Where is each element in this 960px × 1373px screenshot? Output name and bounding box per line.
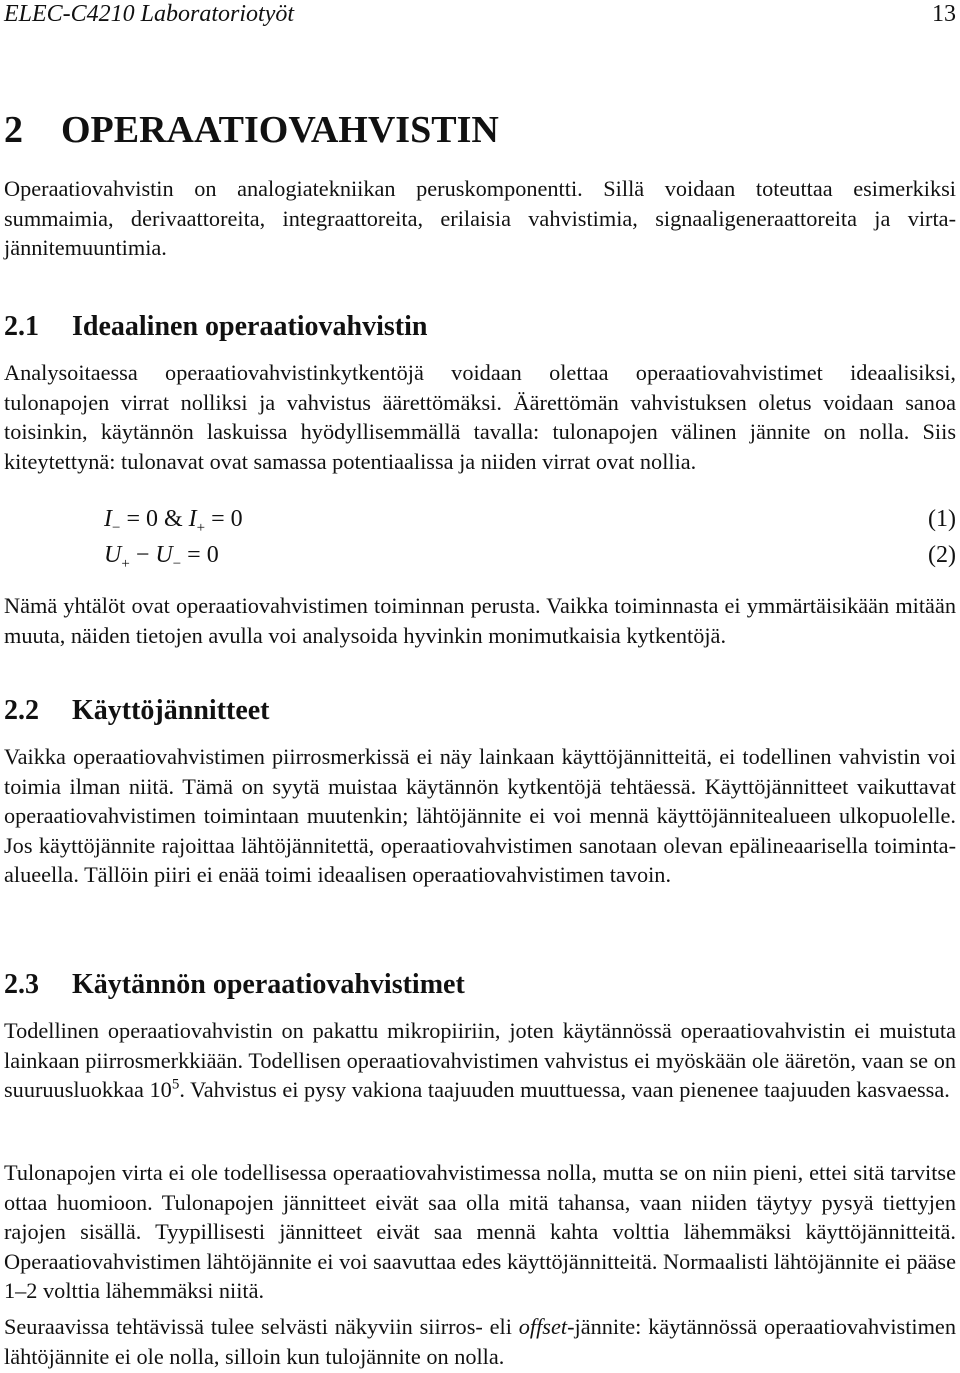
section-title: OPERAATIOVAHVISTIN: [61, 109, 499, 151]
paragraph-equations-basis: Nämä yhtälöt ovat operaatiovahvistimen toiminnan perusta. Vaikka toiminnasta ei ymmärtäisikään mitään muuta, näiden tietojen avulla voi analysoida hyvinkin monimutkaisia kytkentöjä.: [4, 593, 956, 648]
paragraph-input-currents: Tulonapojen virta ei ole todellisessa operaatiovahvistimessa nolla, mutta se on niin pieni, ettei sitä tarvitse ottaa huomioon. Tulonapojen jännitteet eivät saa olla mitä tahansa, vaan niiden täytyy pysyä tiettyjen rajojen sisällä. Tyypillisesti jännitteet eivät saa mennä kahta volttia lähemmäksi käyttöjännitteitä. Operaatiovahvistimen lähtöjännite ei voi saavuttaa edes käyttöjännitteitä. Normaalisti lähtöjännite ei pääse 1–2 volttia lähemmäksi niitä.: [4, 1160, 956, 1304]
intro-paragraph: Operaatiovahvistin on analogiatekniikan peruskomponentti. Sillä voidaan toteuttaa esimerkiksi summaimia, derivaattoreita, integraattoreita, erilaisia vahvistimia, signaaligeneraattoreita ja virta-jännitemuuntimia.: [4, 176, 956, 261]
subsection-number: 2.2: [4, 695, 39, 726]
subsection-title: Ideaalinen operaatiovahvistin: [72, 311, 428, 342]
equation-2-math: $U_+ - U_- = 0$: [104, 542, 219, 572]
section-heading: [4, 108, 499, 152]
equation-1: [4, 504, 956, 534]
subsection-title: Käyttöjännitteet: [72, 695, 270, 726]
page-number: 13: [932, 1, 956, 27]
paragraph-supply-voltages: Vaikka operaatiovahvistimen piirrosmerkissä ei näy lainkaan käyttöjännitteitä, ei todellinen vahvistin voi toimia ilman niitä. Tämä on syytä muistaa käytännön kytkentöjä tehtäessä. Käyttöjännitteet vaikuttavat operaatiovahvistimen toimintaan muutenkin; lähtöjännite ei voi mennä käyttöjännitealueen ulkopuolelle. Jos käyttöjännite rajoittaa lähtöjännitettä, operaatiovahvistimen sanotaan olevan epälineaarisella toiminta-alueella. Tällöin piiri ei enää toimi ideaalisen operaatiovahvistimen tavoin.: [4, 744, 956, 888]
equation-2-number: (2): [928, 542, 956, 568]
running-head: [4, 0, 956, 30]
subsection-title: Käytännön operaatiovahvistimet: [72, 969, 465, 1000]
course-title: ELEC-C4210 Laboratoriotyöt: [4, 1, 295, 27]
paragraph-offset: Seuraavissa tehtävissä tulee selvästi näkyviin siirros- eli offset-jännite: käytännössä operaatiovahvistimen lähtöjännite ei ole nolla, silloin kun tulojännite on nolla.: [4, 1314, 956, 1369]
equation-1-math: $I_- = 0$ & $I_+ = 0$: [104, 506, 243, 536]
equation-2: [4, 540, 956, 570]
paragraph-ideal-opamp: Analysoitaessa operaatiovahvistinkytkentöjä voidaan olettaa operaatiovahvistimet ideaalisiksi, tulonapojen virrat nolliksi ja vahvistus äärettömäksi. Äärettömän vahvistuksen oletus voidaan sanoa toisinkin, käytännön laskuissa hyödyllisemmällä tavalla: tulonapojen välinen jännite on nolla. Siis kiteytettynä: tulonavat ovat samassa potentiaalissa ja niiden virrat ovat nollia.: [4, 360, 956, 474]
subsection-number: 2.3: [4, 969, 39, 1000]
equation-1-number: (1): [928, 506, 956, 532]
subsection-heading-2-2: [4, 694, 270, 728]
paragraph-real-opamps: Todellinen operaatiovahvistin on pakattu mikropiiriin, joten käytännössä operaatiovahvistin ei muistuta lainkaan piirrosmerkkiään. Todellisen operaatiovahvistimen vahvistus ei myöskään ole ääretön, vaan se on suuruusluokkaa $10^5$. Vahvistus ei pysy vakiona taajuuden muuttuessa, vaan pienenee taajuuden kasvaessa.: [4, 1018, 956, 1103]
section-number: 2: [4, 109, 23, 151]
subsection-number: 2.1: [4, 311, 39, 342]
gain-magnitude: $10^5$: [149, 1076, 180, 1103]
subsection-heading-2-3: [4, 968, 465, 1002]
subsection-heading-2-1: [4, 310, 427, 344]
